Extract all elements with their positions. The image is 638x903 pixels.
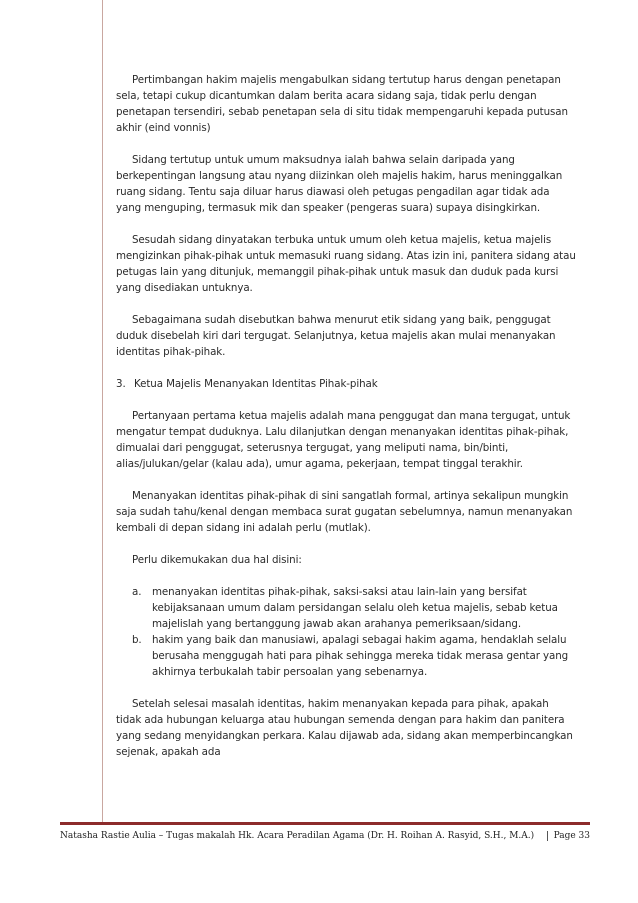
page-footer (60, 822, 590, 845)
section-title: Ketua Majelis Menanyakan Identitas Pihak-pihak (134, 378, 378, 390)
paragraph-5: Pertanyaan pertama ketua majelis adalah mana penggugat dan mana tergugat, untuk mengatur tempat duduknya. Lalu dilanjutkan dengan menanyakan identitas pihak-pihak, dimualai dari penggugat, seterusnya tergugat, yang meliputi nama, bin/binti, alias/julukan/gelar (kalau ada), umur agama, pekerjaan, tempat tinggal terakhir. (116, 410, 571, 470)
list-item-text: hakim yang baik dan manusiawi, apalagi sebagai hakim agama, hendaklah selalu berusaha menggugah hati para pihak sehingga mereka tidak merasa gentar yang akhirnya terbukalah tabir persoalan yang sebenarnya. (152, 634, 569, 678)
page-body (116, 72, 576, 776)
footer-text: Natasha Rastie Aulia – Tugas makalah Hk. Acara Peradilan Agama (Dr. H. Roihan A. Rasyid, S.H., M.A.) (60, 831, 535, 841)
list-item (116, 584, 576, 632)
section-heading (116, 376, 576, 392)
list-intro: Perlu dikemukakan dua hal disini: (132, 554, 302, 566)
paragraph-1: Pertimbangan hakim majelis mengabulkan sidang tertutup harus dengan penetapan sela, tetapi cukup dicantumkan dalam berita acara sidang saja, tidak perlu dengan penetapan tersendiri, sebab penetapan sela di situ tidak mempengaruhi kepada putusan akhir (eind vonnis) (116, 74, 568, 134)
left-margin-rule (102, 0, 103, 822)
paragraph-4: Sebagaimana sudah disebutkan bahwa menurut etik sidang yang baik, penggugat duduk disebelah kiri dari tergugat. Selanjutnya, ketua majelis akan mulai menanyakan identitas pihak-pihak. (116, 314, 556, 358)
list-item-text: menanyakan identitas pihak-pihak, saksi-saksi atau lain-lain yang bersifat kebijaksanaan umum dalam persidangan selalu oleh ketua majelis, sebab ketua majelislah yang bertanggung jawab akan arahanya pemeriksaan/sidang. (152, 586, 558, 630)
paragraph-3: Sesudah sidang dinyatakan terbuka untuk umum oleh ketua majelis, ketua majelis mengizinkan pihak-pihak untuk memasuki ruang sidang. Atas izin ini, panitera sidang atau petugas lain yang ditunjuk, memanggil pihak-pihak untuk masuk dan duduk pada kursi yang disediakan untuknya. (116, 234, 576, 294)
page-number: Page 33 (547, 831, 590, 841)
list-marker: b. (132, 634, 142, 646)
paragraph-closing: Setelah selesai masalah identitas, hakim menanyakan kepada para pihak, apakah tidak ada hubungan keluarga atau hubungan semenda dengan para hakim dan panitera yang sedang menyidangkan perkara. Kalau dijawab ada, sidang akan memperbincangkan sejenak, apakah ada (116, 698, 573, 758)
list-item (116, 632, 576, 680)
section-number: 3. (116, 378, 126, 390)
paragraph-6: Menanyakan identitas pihak-pihak di sini sangatlah formal, artinya sekalipun mungkin saja sudah tahu/kenal dengan membaca surat gugatan sebelumnya, namun menanyakan kembali di depan sidang ini adalah perlu (mutlak). (116, 490, 573, 534)
points-list (116, 584, 576, 680)
list-marker: a. (132, 586, 142, 598)
paragraph-2: Sidang tertutup untuk umum maksudnya ialah bahwa selain daripada yang berkepentingan langsung atau nyang diizinkan oleh majelis hakim, harus meninggalkan ruang sidang. Tentu saja diluar harus diawasi oleh petugas pengadilan agar tidak ada yang menguping, termasuk mik dan speaker (pengeras suara) supaya disingkirkan. (116, 154, 563, 214)
